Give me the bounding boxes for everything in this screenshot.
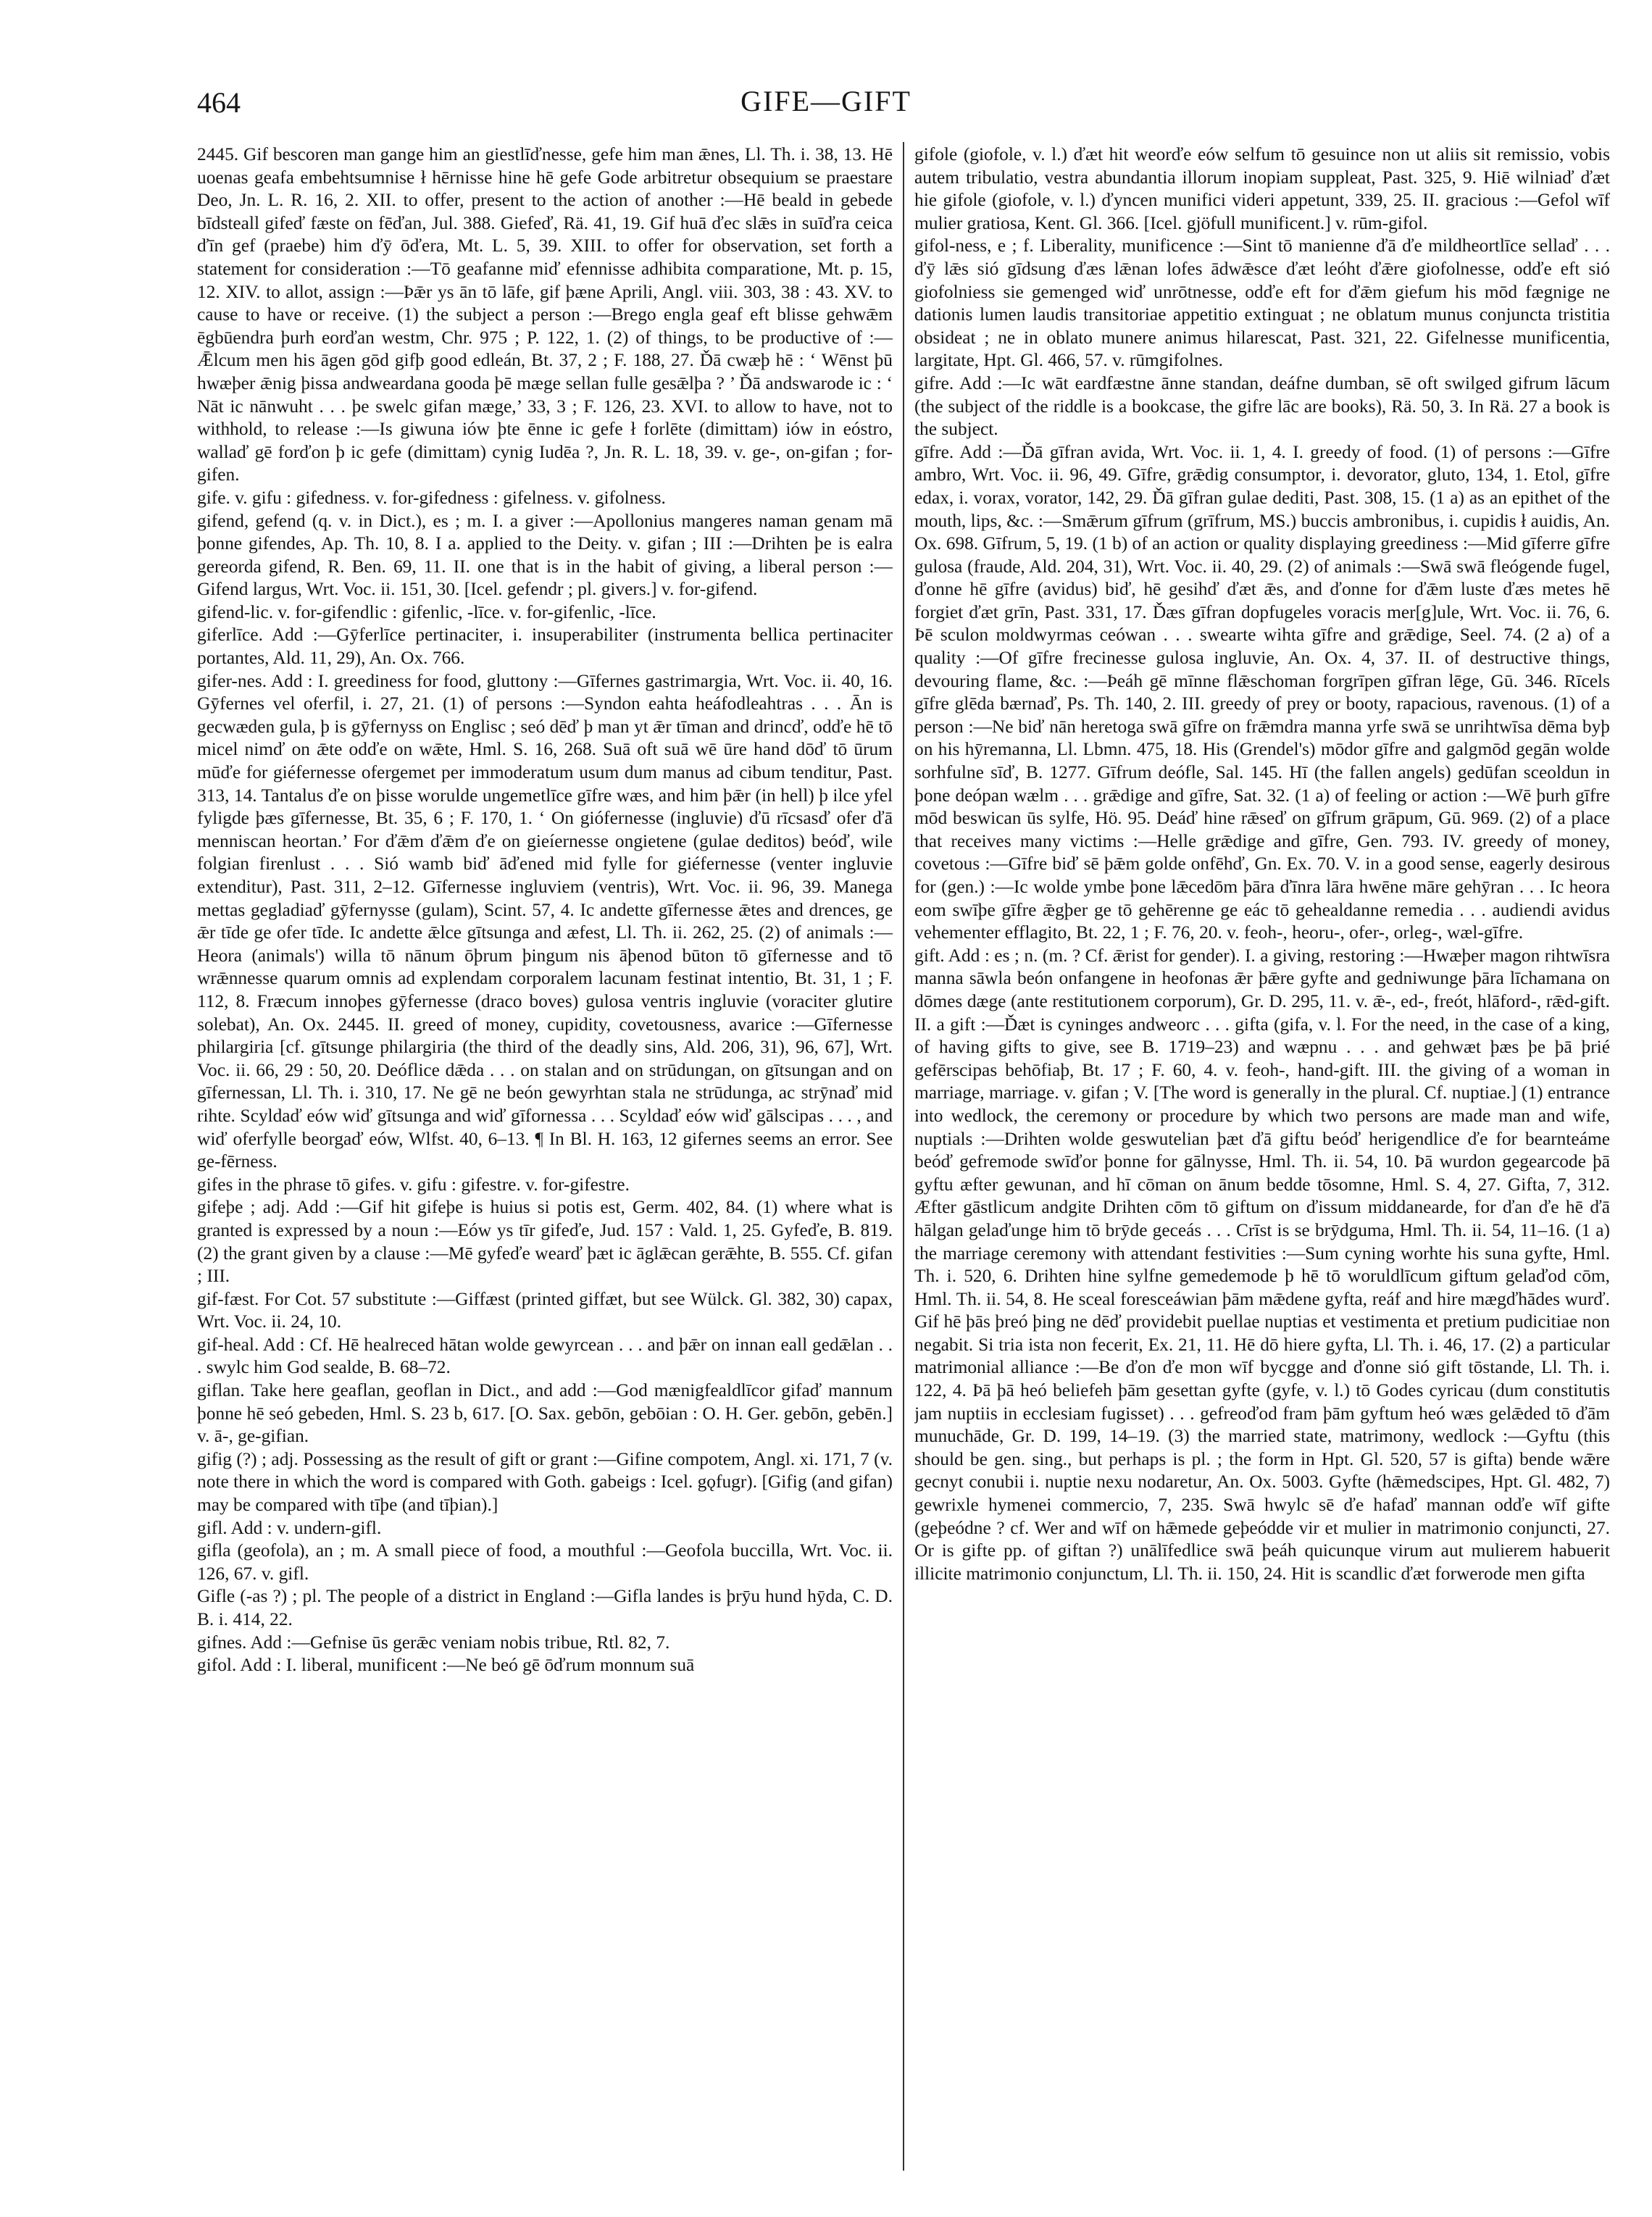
dictionary-entry: gifole (giofole, v. l.) ďæt hit weorďe eów selfum tō gesuince non ut aliis sit remissio, vobis autem tribulatio, vestra abundantia illorum inopiam suppleat, Past. 325, 9. Hiē wilniaď ďæt hie gifole (giofole, v. l.) ďyncen munifici videri appetunt, 339, 25. II. gracious :—Gefol wīf mulier gratiosa, Kent. Gl. 366. [Icel. gjöfull munificent.] v. rūm-gifol.: [914, 144, 1610, 233]
dictionary-entry: gifend-lic. v. for-gifendlic : gifenlic, -līce. v. for-gifenlic, -līce.: [197, 601, 656, 622]
dictionary-entry: giferlīce. Add :—Gȳferlīce pertinaciter, i. insuperabiliter (instrumenta bellica pertinaciter portantes, Ald. 11, 29), An. Ox. 766.: [197, 625, 893, 669]
page-number: 464: [197, 86, 241, 119]
dictionary-entry: gifol. Add : I. liberal, munificent :—Ne beó gē ōďrum monnum suā: [197, 1655, 695, 1676]
dictionary-entry: gifol-ness, e ; f. Liberality, munificence :—Sint tō manienne ďā ďe mildheortlīce sellaď . . . ďȳ lǣs sió gīdsung ďæs lǣnan lofes ādwǣsce ďæt leóht ďǣre giofolnesse, odďe eft sió giofolniess sie gemenged wiď unrōtnesse, odďe eft for ďǣm giefum his mōd fægnige ne dationis lumen laudis transitoriae appetitio extinguat ; ne oblatum munus conjuncta tristitia obsideat ; ne in oblato munere animus hilarescat, Past. 321, 22. Gifelnesse munificentia, largitate, Hpt. Gl. 466, 57. v. rūmgifolnes.: [914, 235, 1610, 371]
dictionary-entry: gifl. Add : v. undern-gifl.: [197, 1517, 382, 1538]
dictionary-entry: gifre. Add :—Ic wāt eardfæstne ānne standan, deáfne dumban, sē oft swilged gifrum lācum (the subject of the riddle is a bookcase, the gifre lāc are books), Rä. 50, 3. In Rä. 27 a book is the subject.: [914, 372, 1610, 440]
dictionary-entry: gifnes. Add :—Gefnise ūs gerǣc veniam nobis tribue, Rtl. 82, 7.: [197, 1632, 670, 1653]
dictionary-entry: gifes in the phrase tō gifes. v. gifu : gifestre. v. for-gifestre.: [197, 1174, 630, 1195]
dictionary-entry: gif-fæst. For Cot. 57 substitute :—Giffæst (printed giffæt, but see Wülck. Gl. 382, 30) capax, Wrt. Voc. ii. 24, 10.: [197, 1288, 893, 1332]
dictionary-entry: gifer-nes. Add : I. greediness for food, gluttony :—Gīfernes gastrimargia, Wrt. Voc. ii. 40, 16. Gȳfernes vel oferfil, i. 27, 21. (1) of persons :—Syndon eahta heáfodleahtras . . . Ān is gecwæden gula, þ is gȳfernyss on Englisc ; seó dēď þ man yt ǣr tīman and drincď, odďe hē tō micel nimď on ǣte odďe on wǣte, Hml. S. 16, 268. Suā oft suā wē ūre hand dōď tō ūrum mūďe for giéfernesse ofergemet per immoderatum usum dum manus ad cibum tenditur, Past. 313, 14. Tantalus ďe on þisse worulde ungemetlīce gīfre wæs, and him þǣr (in hell) þ ilce yfel fyligde þæs gīfernesse, Bt. 35, 6 ; F. 170, 1. ‘ On giófernesse (ingluvie) ďū rīcsasď ofer ďā menniscan heortan.’ For ďǣm ďǣm ďe on gieíernesse ongietene (gulae deditos) beóď, wile folgian firenlust . . . Sió wamb biď āďened mid fylle for giéfernesse (venter ingluvie extenditur), Past. 311, 2–12. Gīfernesse ingluviem (ventris), Wrt. Voc. ii. 96, 39. Manega mettas gegladiaď gȳfernysse (gulam), Scint. 57, 4. Ic andette gīfernesse ǣtes and drences, ge ǣr tīde ge ofer tīde. Ic andette ǣlce gītsunga and æfest, Ll. Th. ii. 262, 25. (2) of animals :—Heora (animals') willa tō nānum ōþrum þingum nis āþenod būton tō gīfernesse and tō wrǣnnesse quarum omnis ad explendam corporalem lacunam festinat intentio, Bt. 31, 1 ; F. 112, 8. Fræcum innoþes gȳfernesse (draco boves) gulosa ventris ingluvie (voraciter glutire solebat), An. Ox. 2445. II. greed of money, cupidity, covetousness, avarice :—Gīfernesse philargiria [cf. gītsunge philargiria (the third of the deadly sins, Ald. 206, 31), 96, 67], Wrt. Voc. ii. 66, 29 : 50, 20. Deóflice dǣda . . . on stalan and on strūdungan, on gītsungan and on gīfernessan, Ll. Th. i. 310, 17. Ne gē ne beón gewyrhtan stala ne strūdunga, ac strȳnaď mid rihte. Scyldaď eów wiď gītsunga and wiď gīfornessa . . . Scyldaď eów wiď gālscipas . . . , and wiď oferfylle beorgaď eów, Wlfst. 40, 6–13. ¶ In Bl. H. 163, 12 gifernes seems an error. See ge-fērness.: [197, 670, 893, 1172]
dictionary-entry: gif-heal. Add : Cf. Hē healreced hātan wolde gewyrcean . . . and þǣr on innan eall gedǣlan . . . swylc him God sealde, B. 68–72.: [197, 1334, 893, 1378]
dictionary-entry: gifig (?) ; adj. Possessing as the result of gift or grant :—Gifine compotem, Angl. xi. 171, 7 (v. note there in which the word is compared with Goth. gabeigs : Icel. gǫfugr). [Gifig (and gifan) may be compared with tīþe (and tīþian).]: [197, 1448, 893, 1516]
left-column: [197, 143, 893, 2179]
column-divider: [903, 142, 904, 2171]
dictionary-entry: Gifle (-as ?) ; pl. The people of a district in England :—Gifla landes is þrȳu hund hȳda, C. D. B. i. 414, 22.: [197, 1586, 893, 1629]
dictionary-entry: gife. v. gifu : gifedness. v. for-gifedness : gifelness. v. gifolness.: [197, 487, 666, 508]
dictionary-entry: 2445. Gif bescoren man gange him an giestlīďnesse, gefe him man ǣnes, Ll. Th. i. 38, 13. Hē uoenas geafa embehtsumnise ł hērnisse hine hē gefe Gode arbitretur obsequium se praestare Deo, Jn. L. R. 16, 2. XII. to offer, present to the action of another :—Hē beald in gebede bīdsteall gifeď fæste on fēďan, Jul. 388. Giefeď, Rä. 41, 19. Gif huā ďec slǣs in suīďra ceica ďīn gef (praebe) him ďȳ ōďera, Mt. L. 5, 39. XIII. to offer for observation, set forth a statement for consideration :—Tō geafanne miď efennisse adhibita comparatione, Mt. p. 15, 12. XIV. to allot, assign :—Þǣr ys ān tō lāfe, gif þæne Aprili, Angl. viii. 303, 38 : 43. XV. to cause to have or receive. (1) the subject a person :—Brego engla geaf eft blisse gehwǣm ēgbūendra þurh eorďan westm, Chr. 975 ; P. 122, 1. (2) of things, to be productive of :—Ǣlcum men his āgen gōd gifþ good edleán, Bt. 37, 2 ; F. 188, 27. Ďā cwæþ hē : ‘ Wēnst þū hwæþer ǣnig þissa andweardana gooda þē mæge sellan fulle gesǣlþa ? ’ Ďā andswarode ic : ‘ Nāt ic nānwuht . . . þe swelc gifan mæge,’ 33, 3 ; F. 126, 23. XVI. to allow to have, not to withhold, to release :—Is giwuna iów þte ēnne ic gefe ł forlēte (dimittam) iów in eóstro, wallaď gē forďon þ ic gefe (dimittam) cynig Iudēa ?, Jn. R. L. 18, 39. v. ge-, on-gifan ; for-gifen.: [197, 144, 893, 485]
dictionary-entry: gifend, gefend (q. v. in Dict.), es ; m. I. a giver :—Apollonius mangeres naman genam mā þonne gifendes, Ap. Th. 10, 8. I a. applied to the Deity. v. gifan ; III :—Drihten þe is ealra gereorda gifend, R. Ben. 69, 11. II. one that is in the habit of giving, a liberal person :—Gifend largus, Wrt. Voc. ii. 151, 30. [Icel. gefendr ; pl. givers.] v. for-gifend.: [197, 510, 893, 600]
dictionary-entry: gīfre. Add :—Ďā gīfran avida, Wrt. Voc. ii. 1, 4. I. greedy of food. (1) of persons :—Gīfre ambro, Wrt. Voc. ii. 96, 49. Gīfre, grǣdig consumptor, i. devorator, gluto, 134, 1. Etol, gīfre edax, i. vorax, vorator, 142, 29. Ďā gīfran gulae dediti, Past. 308, 15. (1 a) as an epithet of the mouth, lips, &c. :—Smǣrum gīfrum (grīfrum, MS.) buccis ambronibus, i. cupidis ł auidis, An. Ox. 698. Gīfrum, 5, 19. (1 b) of an action or quality displaying greediness :—Mid gīferre gīfre gulosa (fraude, Ald. 204, 31), Wrt. Voc. ii. 40, 29. (2) of animals :—Swā swā fleógende fugel, ďonne hē gīfre (avidus) biď, hē gesihď ďæt ǣs, and ďonne for ďǣm luste ďæs metes hē forgiet ďæt grīn, Past. 331, 17. Ďæs gīfran dopfugeles voracis mer[g]ule, Wrt. Voc. ii. 76, 6. Þē sculon moldwyrmas ceówan . . . swearte wihta gīfre and grǣdige, Seel. 74. (2 a) of a quality :—Of gīfre frecinesse gulosa ingluvie, An. Ox. 4, 37. II. of destructive things, devouring flame, &c. :—Þeáh gē mīnne flǣschoman forgrīpen gīfran lēge, Gū. 346. Rīcels gīfre glēda bærnaď, Ps. Th. 140, 2. III. greedy of prey or booty, rapacious, ravenous. (1) of a person :—Ne biď nān heretoga swā gīfre on frǣmdra manna yrfe swā se unrihtwīsa dēma byþ on his hȳremanna, Ll. Lbmn. 475, 18. His (Grendel's) mōdor gīfre and galgmōd gegān wolde sorhfulne sīď, B. 1277. Gīfrum deófle, Sal. 145. Hī (the fallen angels) gedūfan sceoldun in þone deópan wælm . . . grǣdige and gīfre, Sat. 32. (1 a) of feeling or action :—Wē þurh gīfre mōd beswican ūs sylfe, Hö. 95. Deáď hine rǣseď on gīfrum grāpum, Gū. 969. (2) of a place that receives many victims :—Helle grǣdige and gīfre, Gen. 793. IV. greedy of money, covetous :—Gīfre biď sē þǣm golde onfēhď, Gn. Ex. 70. V. in a good sense, eagerly desirous for (gen.) :—Ic wolde ymbe þone lǣcedōm þāra ďīnra lāra hwēne māre gehȳran . . . Ic heora eom swīþe gīfre ǣgþer ge tō gehērenne ge eác tō gehealdanne remedia . . . audiendi avidus vehementer efflagito, Bt. 22, 1 ; F. 76, 20. v. feoh-, heoru-, ofer-, orleg-, wæl-gīfre.: [914, 441, 1610, 943]
dictionary-entry: gifla (geofola), an ; m. A small piece of food, a mouthful :—Geofola buccilla, Wrt. Voc. ii. 126, 67. v. gifl.: [197, 1540, 893, 1584]
dictionary-entry: giflan. Take here geaflan, geoflan in Dict., and add :—God mænigfealdlīcor gifaď mannum þonne hē seó gebeden, Hml. S. 23 b, 617. [O. Sax. gebōn, gebōian : O. H. Ger. gebōn, gebēn.] v. ā-, ge-gifian.: [197, 1380, 893, 1447]
running-head: GIFE—GIFT: [741, 85, 911, 117]
dictionary-entry: gifeþe ; adj. Add :—Gif hit gifeþe is huius si potis est, Germ. 402, 84. (1) where what is granted is expressed by a noun :—Eów ys tīr gifeďe, Jud. 157 : Vald. 1, 25. Gyfeďe, B. 819. (2) the grant given by a clause :—Mē gyfeďe wearď þæt ic āglǣcan gerǣhte, B. 555. Cf. gifan ; III.: [197, 1197, 893, 1287]
dictionary-entry: gift. Add : es ; n. (m. ? Cf. ǣrist for gender). I. a giving, restoring :—Hwæþer magon rihtwīsra manna sāwla beón onfangene in heofonas ǣr þǣre gyfte and gedniwunge þāra līchamana on dōmes dæge (ante restitutionem corporum), Gr. D. 295, 11. v. ǣ-, ed-, freót, hlāford-, rǣd-gift. II. a gift :—Ďæt is cyninges andweorc . . . gifta (gifa, v. l. For the need, in the case of a king, of having gifts to give, see B. 1719–23) and wæpnu . . . and gehwæt þæs þe þā þrié gefērscipas behōfiaþ, Bt. 17 ; F. 60, 4. v. feoh-, hand-gift. III. the giving of a woman in marriage, marriage. v. gifan ; V. [The word is generally in the plural. Cf. nuptiae.] (1) entrance into wedlock, the ceremony or procedure by which two persons are made man and wife, nuptials :—Drihten wolde geswutelian þæt ďā giftu beóď herigendlice ďe for bearnteáme beóď gefremode swīďor þonne for gālnysse, Hml. Th. ii. 54, 10. Þā wurdon gegearcode þā gyftu æfter gewunan, and hī cōman on ānum bedde tōsomne, Hml. S. 4, 27. Gifta, 7, 312. Æfter gāstlicum andgite Drihten cōm tō giftum on ďissum middanearde, for ďan ďe hē ďā hālgan gelaďunge him tō brȳde geceás . . . Crīst is se brȳdguma, Hml. Th. ii. 54, 11–16. (1 a) the marriage ceremony with attendant festivities :—Sum cyning worhte his suna gyfte, Hml. Th. i. 520, 6. Drihten hine sylfne gemedemode þ hē tō woruldlīcum giftum gelaďod cōm, Hml. Th. ii. 54, 8. He sceal foresceáwian þām mǣdene gyfta, reáf and hire mægďhādes wurď. Gif hē þās þreó þing ne dēď providebit puellae nuptias et vestimenta et pretium pudicitiae non negabit. Si tria ista non fecerit, Ex. 21, 11. Hē dō hiere gyfta, Ll. Th. i. 46, 17. (2) a particular matrimonial alliance :—Be ďon ďe mon wīf bycgge and ďonne sió gift tōstande, Ll. Th. i. 122, 4. Þā þā heó beliefeh þām gesettan gyfte (gyfe, v. l.) tō Godes cyricau (dum constitutis jam nuptiis in ecclesiam fugisset) . . . gefreoďod fram þām gyftum heó wæs gelǣded tō ďām munuchāde, Gr. D. 199, 14–19. (3) the married state, matrimony, wedlock :—Gyftu (this should be gen. sing., but perhaps is pl. ; the form in Hpt. Gl. 520, 57 is gifta) bende wǣre gecnyt conubii i. nuptie nexu nodaretur, An. Ox. 5003. Gyfte (hǣmedscipes, Hpt. Gl. 482, 7) gewrixle hymenei commercio, 7, 235. Swā hwylc sē ďe hafaď mannan odďe wīf gifte (geþeódne ? cf. Wer and wīf on hǣmede geþeódde vir et mulier in matrimonio conjuncti, 27. Or is gifte pp. of giftan ?) unālīfedlice swā þeáh quicunque virum aut mulierem habuerit illicite matrimonio conjunctum, Ll. Th. ii. 150, 24. Hit is scandlic ďæt forwerode men gifta: [914, 945, 1610, 1584]
right-column: [914, 143, 1610, 2179]
